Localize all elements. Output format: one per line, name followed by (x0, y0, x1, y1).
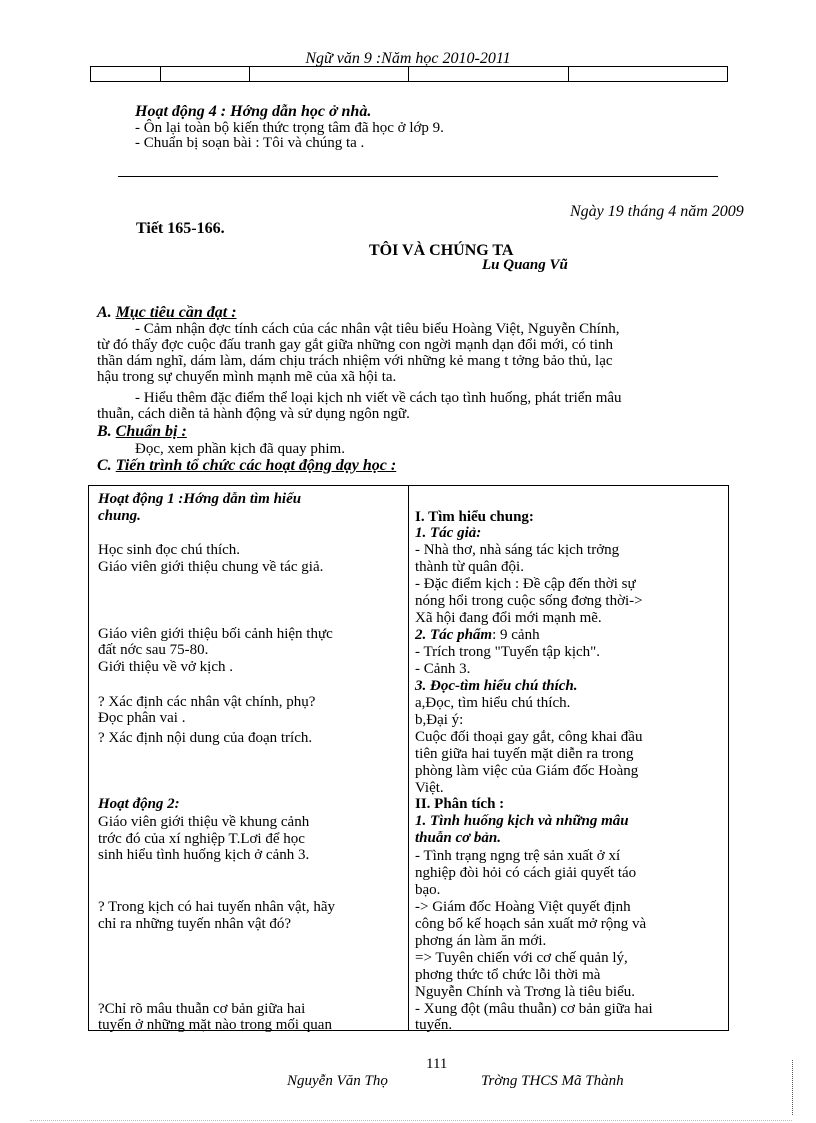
footer-border-vertical (792, 1060, 793, 1115)
right-col-line: Nguyễn Chính và Trơng là tiêu biểu. (415, 984, 636, 1000)
left-col-line: ?Chỉ rõ mâu thuẫn cơ bản giữa hai (98, 1001, 306, 1017)
page-number: 111 (426, 1056, 448, 1072)
header-table-cell-divider (408, 67, 409, 81)
right-col-line: - Tình trạng ngng trệ sản xuất ở xí (415, 848, 621, 864)
right-col-line: - Trích trong "Tuyển tập kịch". (415, 644, 601, 660)
footer-school: Trờng THCS Mã Thành (481, 1073, 624, 1089)
section-b-title: Chuẩn bị : (115, 423, 187, 440)
right-col-line: nóng hổi trong cuộc sống đơng thời-> (415, 593, 643, 609)
right-col-line: - Cảnh 3. (415, 661, 471, 677)
left-col-line: Giới thiệu về vở kịch . (98, 659, 234, 675)
section-c-heading (97, 458, 396, 473)
section-a-line: thuẫn, cách diễn tả hành động và sử dụng ngôn ngữ. (97, 406, 410, 422)
right-col-line: => Tuyên chiến với cơ chế quản lý, (415, 950, 628, 966)
section-a-line: hậu trong sự chuyển mình mạnh mẽ của xã hội ta. (97, 369, 397, 385)
activity-1-heading-cont: chung. (98, 508, 141, 524)
right-col-line: tuyến. (415, 1017, 453, 1033)
left-col-line: Giáo viên giới thiệu về khung cảnh (98, 814, 310, 830)
left-col-line: ? Xác định các nhân vật chính, phụ? (98, 694, 316, 710)
section-a-heading (97, 305, 237, 320)
left-col-line: sinh hiểu tình huống kịch ở cảnh 3. (98, 847, 310, 863)
right-heading-2: II. Phân tích : (415, 796, 505, 812)
left-col-line: chỉ ra những tuyến nhân vật đó? (98, 916, 292, 932)
homework-line-1: - Ôn lại toàn bộ kiến thức trọng tâm đã học ở lớp 9. (135, 120, 444, 136)
section-divider (118, 176, 718, 177)
right-col-line: phòng làm việc của Giám đốc Hoàng (415, 763, 639, 779)
right-col-line: công bố kế hoạch sản xuất mở rộng và (415, 916, 647, 932)
right-col-line: thành từ quân đội. (415, 559, 524, 575)
right-col-line: tiên giữa hai tuyến mặt diễn ra trong (415, 746, 634, 762)
section-a-line: thần dám nghĩ, dám làm, dám chịu trách nhiệm với những kẻ mang t tởng bảo thủ, lạc (97, 353, 613, 369)
left-col-line: ? Trong kịch có hai tuyến nhân vật, hãy (98, 899, 336, 915)
section-a-title: Mục tiêu cần đạt : (115, 304, 237, 321)
left-col-line: trớc đó của xí nghiệp T.Lơi để học (98, 831, 305, 847)
right-subheading-situation: 1. Tình huống kịch và những mâu (415, 813, 629, 829)
right-col-line: - Nhà thơ, nhà sáng tác kịch trởng (415, 542, 620, 558)
right-col-line: phơng án làm ăn mới. (415, 933, 547, 949)
right-col-line: a,Đọc, tìm hiểu chú thích. (415, 695, 571, 711)
right-col-line: Việt. (415, 780, 444, 796)
section-c-title: Tiến trình tổ chức các hoạt động dạy học : (115, 457, 397, 474)
right-subheading-work (415, 628, 540, 643)
left-col-line: đất nớc sau 75-80. (98, 642, 209, 658)
activity-2-heading: Hoạt động 2: (98, 796, 180, 812)
activity-1-heading: Hoạt động 1 :Hớng dẫn tìm hiểu (98, 491, 302, 507)
left-col-line: tuyến ở những mặt nào trong mối quan (98, 1017, 332, 1033)
right-col-line: Cuộc đối thoại gay gắt, công khai đầu (415, 729, 643, 745)
left-col-line: Học sinh đọc chú thích. (98, 542, 241, 558)
header-table-cell-divider (160, 67, 161, 81)
left-col-line: Giáo viên giới thiệu bối cảnh hiện thực (98, 626, 333, 642)
section-c-prefix: C. (97, 457, 116, 474)
footer-author: Nguyễn Văn Thọ (287, 1073, 388, 1089)
section-a-line: từ đó thấy đợc cuộc đấu tranh gay gắt giữa những con ngời mạnh dạn đổi mới, có tinh (97, 337, 613, 353)
right-col-line: b,Đại ý: (415, 712, 464, 728)
section-b-line: Đọc, xem phần kịch đã quay phim. (135, 441, 345, 457)
right-subheading-author: 1. Tác giả: (415, 525, 482, 541)
right-col-line: bạo. (415, 882, 441, 898)
section-a-line: - Cảm nhận đợc tính cách của các nhân vật tiêu biểu Hoàng Việt, Nguyễn Chính, (135, 321, 620, 337)
left-col-line: Giáo viên giới thiệu chung về tác giả. (98, 559, 324, 575)
right-col-line: - Đặc điểm kịch : Đề cập đến thời sự (415, 576, 636, 592)
header-table (90, 66, 728, 82)
footer-border-horizontal (30, 1120, 792, 1121)
section-a-line: - Hiểu thêm đặc điểm thể loại kịch nh viết về cách tạo tình huống, phát triển mâu (135, 390, 622, 406)
left-col-line: ? Xác định nội dung của đoạn trích. (98, 730, 313, 746)
right-subheading-reading: 3. Đọc-tìm hiểu chú thích. (415, 678, 578, 694)
work-detail: : 9 cảnh (492, 627, 540, 643)
lesson-period: Tiết 165-166. (136, 220, 225, 237)
right-col-line: -> Giám đốc Hoàng Việt quyết định (415, 899, 631, 915)
right-heading-1: I. Tìm hiểu chung: (415, 509, 534, 525)
work-label: 2. Tác phẩm (415, 627, 493, 643)
page-header-title: Ngữ văn 9 :Năm học 2010-2011 (305, 50, 511, 67)
table-column-divider (408, 486, 409, 1031)
lesson-title: TÔI VÀ CHÚNG TA (369, 242, 514, 259)
left-col-line: Đọc phân vai . (98, 710, 186, 726)
lesson-author: Lu Quang Vũ (482, 257, 568, 273)
right-col-line: - Xung đột (mâu thuẫn) cơ bản giữa hai (415, 1001, 653, 1017)
activity-4-heading: Hoạt động 4 : Hớng dẫn học ở nhà. (135, 103, 372, 120)
homework-line-2: - Chuẩn bị soạn bài : Tôi và chúng ta . (135, 135, 365, 151)
right-col-line: nghiệp đòi hỏi có cách giải quyết táo (415, 865, 637, 881)
right-subheading-situation-cont: thuẫn cơ bản. (415, 830, 501, 846)
right-col-line: Xã hội đang đổi mới mạnh mẽ. (415, 610, 602, 626)
section-b-heading (97, 424, 187, 439)
right-col-line: phơng thức tổ chức lỗi thời mà (415, 967, 601, 983)
header-table-cell-divider (249, 67, 250, 81)
section-b-prefix: B. (97, 423, 116, 440)
header-table-cell-divider (568, 67, 569, 81)
section-a-prefix: A. (97, 304, 116, 321)
lesson-date: Ngày 19 tháng 4 năm 2009 (570, 203, 744, 220)
